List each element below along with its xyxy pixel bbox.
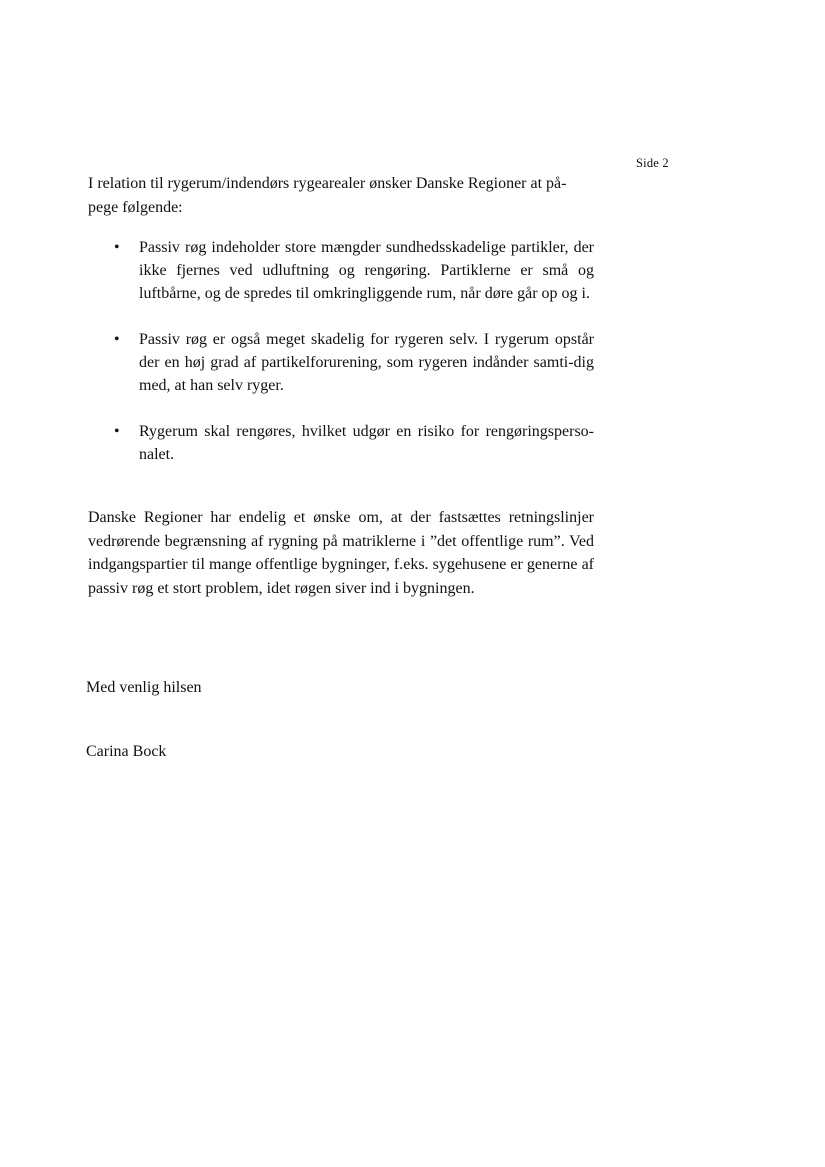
bullet-icon: • xyxy=(114,423,120,440)
bullet-icon: • xyxy=(114,239,120,256)
list-item-text: Passiv røg indeholder store mængder sundhedsskadelige partikler, der ikke fjernes ved udluftning og rengøring. Partiklerne er små og luftbårne, og de spredes til omkringliggende rum, når døre går op og i. xyxy=(139,239,594,302)
greeting: Med venlig hilsen xyxy=(86,679,202,696)
list-item-text: Rygerum skal rengøres, hvilket udgør en risiko for rengøringsperso-nalet. xyxy=(139,423,594,463)
closing-text: Danske Regioner har endelig et ønske om, at der fastsættes retningslinjer vedrørende begrænsning af rygning på matriklerne i ”det offentlige rum”. Ved indgangspartier til mange offentlige bygninger, f.eks. sygehusene er generne af passiv røg et stort problem, idet røgen siver ind i bygningen. xyxy=(88,509,594,597)
list-item xyxy=(88,236,594,305)
bullet-icon: • xyxy=(114,331,120,348)
page-number: Side 2 xyxy=(636,156,669,170)
closing-paragraph xyxy=(88,506,594,600)
signature: Carina Bock xyxy=(86,743,167,760)
list-item xyxy=(88,328,594,397)
list-item xyxy=(88,420,594,466)
intro-text: I relation til rygerum/indendørs rygearealer ønsker Danske Regioner at på-pege følgende: xyxy=(88,175,567,216)
bullet-list xyxy=(88,236,594,489)
intro-paragraph xyxy=(88,172,594,220)
list-item-text: Passiv røg er også meget skadelig for rygeren selv. I rygerum opstår der en høj grad af partikelforurening, som rygeren indånder samti-dig med, at han selv ryger. xyxy=(139,331,594,394)
